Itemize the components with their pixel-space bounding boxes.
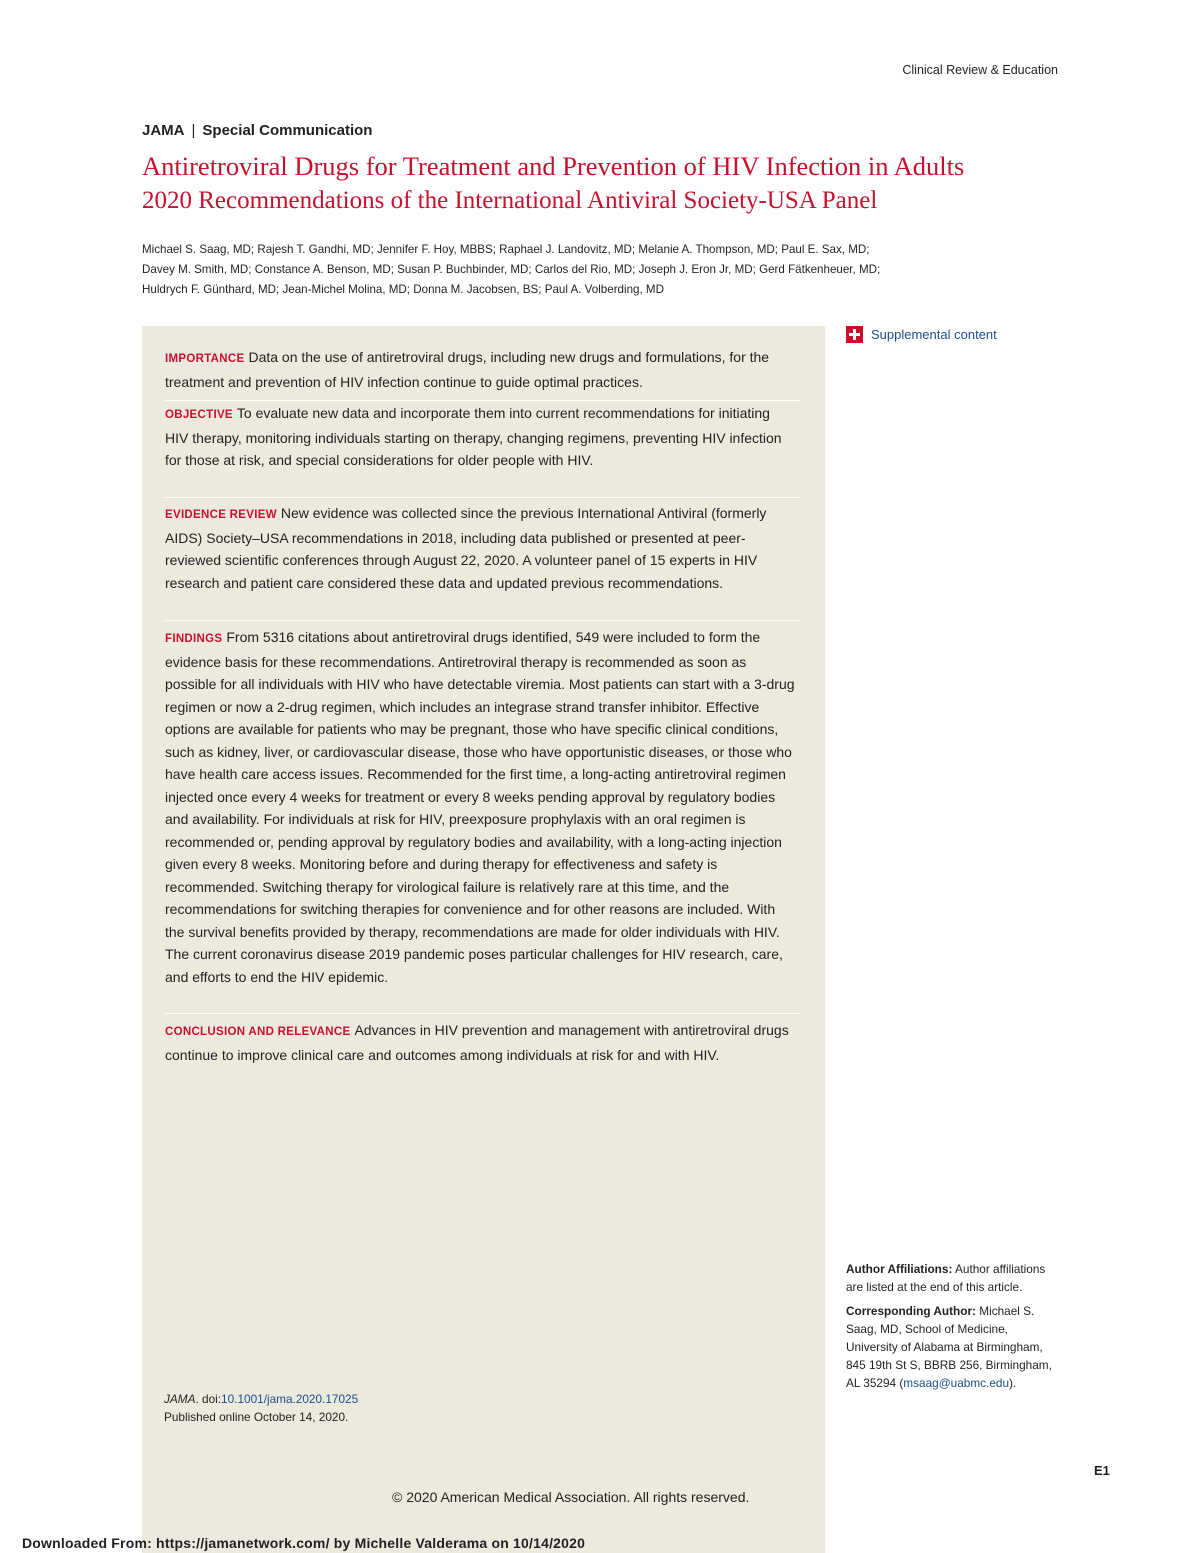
corresponding-text: Michael S. Saag, MD, School of Medicine, University of Alabama at Birmingham, 845 19th St S, BBRB 256, Birmingham, AL 35294 ( [846,1304,1052,1390]
section-text: Advances in HIV prevention and management with antiretroviral drugs continue to improve clinical care and outcomes among individuals at risk for and with HIV. [165,1022,789,1063]
journal-separator: | [191,122,196,139]
published-date: Published online October 14, 2020. [164,1410,349,1424]
section-label: FINDINGS [165,633,223,645]
divider [165,497,801,498]
divider [165,400,801,401]
section-label: EVIDENCE REVIEW [165,509,277,521]
page-number: E1 [1094,1463,1110,1478]
copyright: © 2020 American Medical Association. All rights reserved. [392,1489,750,1505]
article-type: Special Communication [202,122,373,139]
section-text: New evidence was collected since the previous International Antiviral (formerly AIDS) Society–USA recommendations in 2018, including data published or presented at peer-reviewed scientific conferences through August 22, 2020. A volunteer panel of 15 experts in HIV research and patient care considered these data and updated previous recommendations. [165,505,767,591]
abstract-box [142,326,825,1553]
author-affiliations [846,1260,1061,1398]
abstract-importance [165,346,797,393]
author-list [142,240,1022,300]
plus-icon [846,326,863,343]
article-title: Antiretroviral Drugs for Treatment and Prevention of HIV Infection in Adults [142,151,965,181]
email-link[interactable]: msaag@uabmc.edu [903,1376,1010,1390]
citation [164,1390,358,1426]
divider [165,1013,801,1014]
journal-name: JAMA [142,122,185,139]
citation-journal: JAMA [164,1392,196,1406]
divider [165,620,801,621]
abstract-findings [165,626,797,988]
supplemental-label: Supplemental content [871,327,997,342]
download-notice: Downloaded From: https://jamanetwork.com/ by Michelle Valderama on 10/14/2020 [22,1535,586,1551]
corresponding-end: ). [1009,1376,1017,1390]
abstract-objective [165,402,797,472]
affiliations-label: Author Affiliations: [846,1262,953,1276]
author-line: Michael S. Saag, MD; Rajesh T. Gandhi, MD; Jennifer F. Hoy, MBBS; Raphael J. Landovitz, MD; Melanie A. Thompson, MD; Paul E. Sax, MD; [142,243,870,256]
doi-link[interactable]: 10.1001/jama.2020.17025 [221,1392,359,1406]
affiliations-text: Author affiliations are listed at the end of this article. [846,1262,1046,1294]
abstract-evidence-review [165,502,797,594]
abstract-conclusion [165,1019,797,1066]
section-label: IMPORTANCE [165,353,245,365]
section-label: CONCLUSION AND RELEVANCE [165,1026,351,1038]
author-line: Davey M. Smith, MD; Constance A. Benson, MD; Susan P. Buchbinder, MD; Carlos del Rio, MD; Joseph J. Eron Jr, MD; Gerd Fätkenheuer, MD; [142,263,881,276]
article-subtitle: 2020 Recommendations of the International Antiviral Society-USA Panel [142,187,878,214]
supplemental-content-link[interactable] [846,326,997,343]
author-line: Huldrych F. Günthard, MD; Jean-Michel Molina, MD; Donna M. Jacobsen, BS; Paul A. Volberding, MD [142,283,664,296]
section-label: OBJECTIVE [165,409,233,421]
section-text: From 5316 citations about antiretroviral drugs identified, 549 were included to form the evidence basis for these recommendations. Antiretroviral therapy is recommended as soon as possible for all individuals with HIV who have detectable viremia. Most patients can start with a 3-drug regimen or now a 2-drug regimen, which includes an integrase strand transfer inhibitor. Effective options are available for patients who may be pregnant, those who have specific clinical conditions, such as kidney, liver, or cardiovascular disease, those who have opportunistic diseases, or those who have health care access issues. Recommended for the first time, a long-acting antiretroviral regimen injected once every 4 weeks for treatment or every 8 weeks pending approval by regulatory bodies and availability. For individuals at risk for HIV, preexposure prophylaxis with an oral regimen is recommended or, pending approval by regulatory bodies and availability, with a long-acting injection given every 8 weeks. Monitoring before and during therapy for effectiveness and safety is recommended. Switching therapy for virological failure is relatively rare at this time, and the recommendations for switching therapies for convenience and for other reasons are included. With the survival benefits provided by therapy, recommendations are made for older individuals with HIV. The current coronavirus disease 2019 pandemic poses particular challenges for HIV research, care, and efforts to end the HIV epidemic. [165,629,795,985]
section-label: Clinical Review & Education [902,63,1058,77]
section-text: Data on the use of antiretroviral drugs, including new drugs and formulations, for the treatment and prevention of HIV infection continue to guide optimal practices. [165,349,770,390]
doi-prefix: . doi: [195,1392,222,1406]
corresponding-label: Corresponding Author: [846,1304,976,1318]
section-text: To evaluate new data and incorporate them into current recommendations for initiating HIV therapy, monitoring individuals starting on therapy, changing regimens, preventing HIV infection for those at risk, and special considerations for older people with HIV. [165,405,782,468]
journal-line [142,122,372,139]
